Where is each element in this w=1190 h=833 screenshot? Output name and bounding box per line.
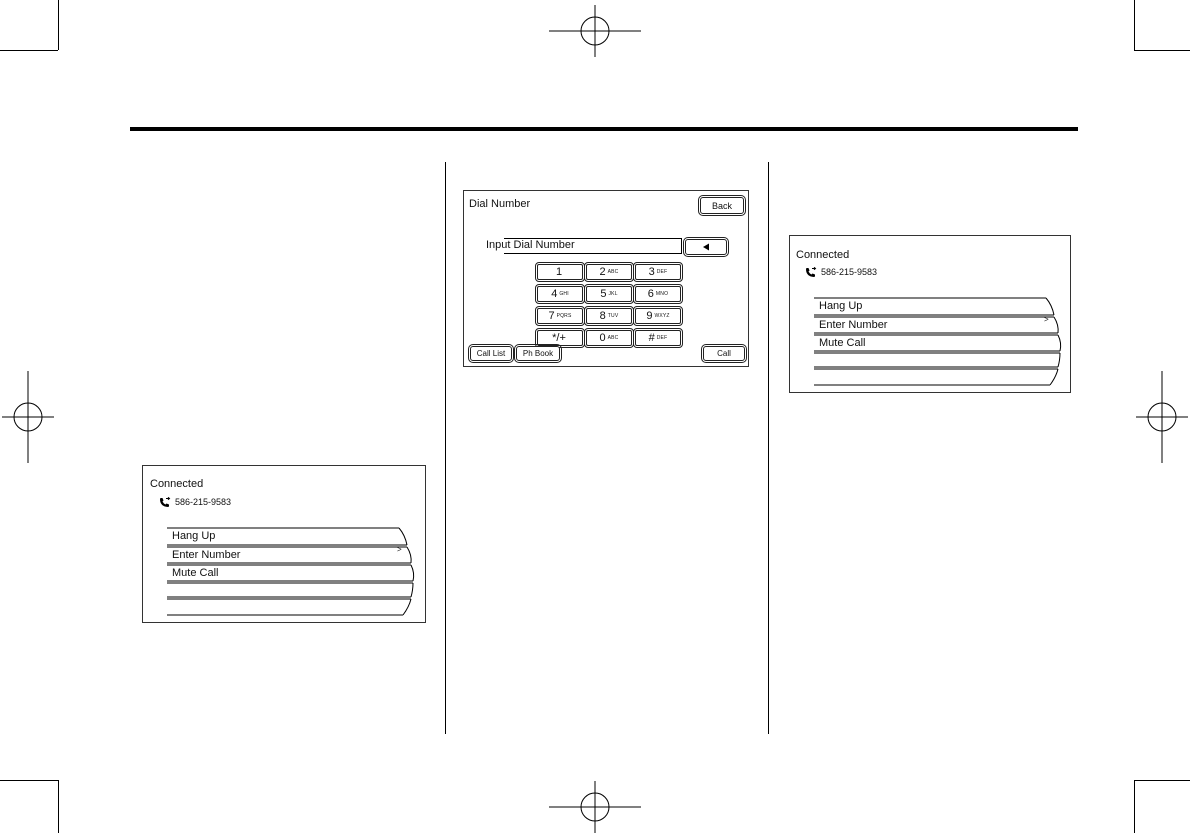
keypad-key[interactable]	[586, 308, 632, 324]
connection-status: Connected	[150, 478, 204, 490]
crop-mark	[0, 50, 58, 51]
backspace-button[interactable]	[685, 239, 727, 255]
registration-mark	[2, 391, 54, 443]
keypad-key[interactable]	[586, 330, 632, 346]
key-digit: 5	[600, 288, 607, 300]
keypad-key[interactable]	[635, 308, 681, 324]
phone-call-icon	[159, 497, 171, 508]
key-digit: 8	[599, 310, 606, 322]
key-letters: TUV	[607, 313, 619, 320]
call-list-button[interactable]: Call List	[470, 346, 512, 361]
enter-number-item[interactable]: Enter Number	[819, 319, 888, 331]
key-digit: 3	[648, 266, 655, 278]
key-letters: DEF	[656, 269, 668, 276]
key-digit: 2	[599, 266, 606, 278]
keypad-key[interactable]	[537, 308, 583, 324]
back-button[interactable]: Back	[700, 197, 744, 214]
chevron-right-icon: >	[1044, 315, 1049, 324]
crop-mark	[1134, 780, 1190, 781]
keypad-key[interactable]	[635, 286, 681, 302]
key-letters: MNO	[655, 291, 669, 298]
keypad-key[interactable]	[635, 330, 681, 346]
dial-number-screen	[463, 190, 749, 367]
input-field-border	[681, 238, 682, 254]
key-letters: PQRS	[556, 313, 572, 320]
crop-mark	[58, 780, 59, 833]
key-digit: 4	[551, 288, 558, 300]
keypad-key[interactable]	[635, 264, 681, 280]
key-letters: ABC	[607, 269, 619, 276]
keypad-key[interactable]	[537, 286, 583, 302]
input-field-underline	[504, 253, 681, 254]
connected-screen-left	[142, 465, 426, 623]
input-dial-number-field[interactable]: Input Dial Number	[486, 239, 575, 251]
keypad-key[interactable]	[586, 286, 632, 302]
crop-mark	[1134, 50, 1190, 51]
column-divider	[445, 162, 446, 734]
key-letters: JKL	[608, 291, 618, 298]
hang-up-item[interactable]: Hang Up	[819, 300, 863, 312]
connected-screen-right	[789, 235, 1071, 393]
registration-mark	[1136, 391, 1188, 443]
crop-mark	[1134, 780, 1135, 833]
call-button[interactable]: Call	[703, 346, 745, 361]
chevron-right-icon: >	[397, 545, 402, 554]
column-divider	[768, 162, 769, 734]
key-letters: WXYZ	[654, 313, 670, 320]
phone-number: 586-215-9583	[175, 497, 232, 507]
screen-title: Dial Number	[469, 198, 531, 210]
connection-status: Connected	[796, 249, 850, 261]
mute-call-item[interactable]: Mute Call	[172, 567, 219, 579]
input-field-underline	[504, 238, 681, 239]
ph-book-button[interactable]: Ph Book	[516, 346, 560, 361]
key-letters: ABC	[607, 335, 619, 342]
crop-mark	[1134, 0, 1135, 50]
header-rule	[130, 127, 1078, 131]
phone-call-icon	[805, 267, 817, 278]
keypad-key[interactable]	[537, 264, 583, 280]
key-digit: 1	[555, 266, 563, 278]
key-digit: 7	[548, 310, 555, 322]
key-letters: DEF	[656, 335, 668, 342]
key-digit: */+	[552, 332, 566, 344]
key-digit: 9	[646, 310, 653, 322]
key-letters: GHI	[559, 291, 569, 298]
registration-mark	[569, 781, 621, 833]
keypad-key[interactable]	[586, 264, 632, 280]
enter-number-item[interactable]: Enter Number	[172, 549, 241, 561]
key-digit: #	[648, 332, 655, 344]
mute-call-item[interactable]: Mute Call	[819, 337, 866, 349]
keypad-key[interactable]	[537, 330, 583, 346]
key-digit: 0	[599, 332, 606, 344]
key-digit: 6	[647, 288, 654, 300]
phone-number: 586-215-9583	[821, 267, 878, 277]
registration-mark	[569, 5, 621, 57]
crop-mark	[58, 0, 59, 50]
hang-up-item[interactable]: Hang Up	[172, 530, 216, 542]
backspace-left-arrow-icon	[702, 243, 710, 251]
crop-mark	[0, 780, 58, 781]
